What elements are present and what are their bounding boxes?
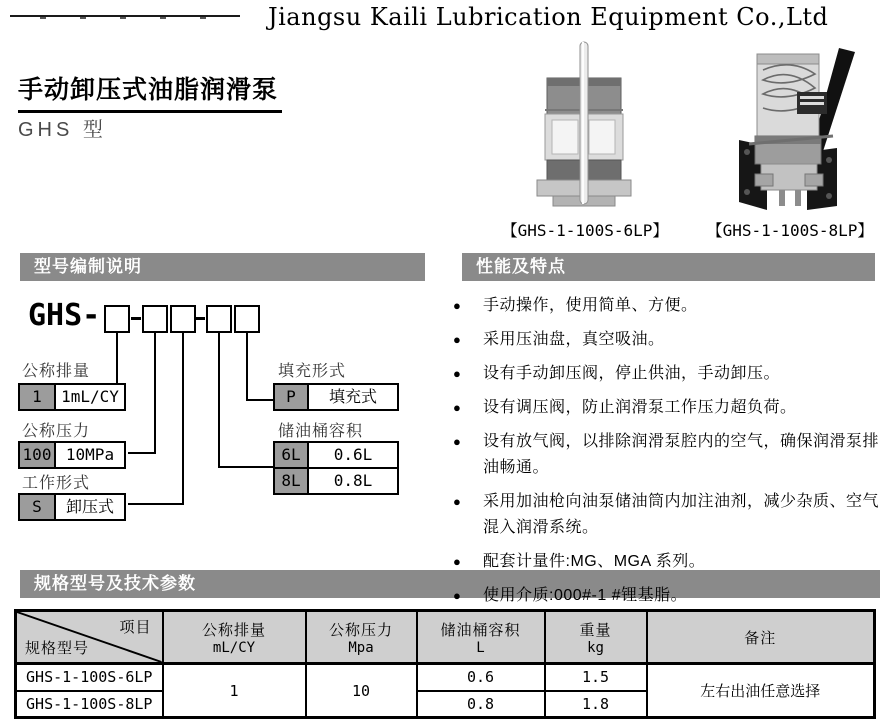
- section-heading-model-code: 型号编制说明: [20, 253, 425, 281]
- legend-code: 8L: [275, 469, 309, 493]
- feature-text: 手动操作，使用简单、方便。: [483, 297, 698, 314]
- company-name: Jiangsu Kaili Lubrication Equipment Co.,Ltd: [268, 3, 829, 31]
- product-figure-ghs-8lp: [697, 40, 883, 241]
- feature-item: [453, 429, 883, 481]
- feature-item: [453, 489, 883, 541]
- features-list: [453, 293, 883, 617]
- bullet-icon: ●: [453, 400, 461, 415]
- bullet-icon: ●: [453, 434, 461, 449]
- code-box-5: [234, 305, 260, 333]
- legend-code: S: [20, 495, 56, 519]
- legend-code: 6L: [275, 443, 309, 467]
- spec-table: [14, 609, 873, 719]
- legend-row: [275, 443, 397, 467]
- bullet-icon: ●: [453, 298, 461, 313]
- legend-desc: 0.8L: [309, 469, 397, 493]
- connector-line: [246, 399, 273, 401]
- spec-col-weight: 重量 kg: [545, 611, 647, 664]
- legend-desc: 填充式: [309, 385, 397, 409]
- legend-desc: 0.6L: [309, 443, 397, 467]
- code-box-3: [170, 305, 196, 333]
- pump-photo-8lp: [697, 40, 883, 212]
- feature-text: 设有放气阀，以排除润滑泵腔内的空气，确保润滑泵排油畅通。: [483, 433, 880, 476]
- feature-item: [453, 583, 883, 609]
- cell-note: 左右出油任意选择: [647, 664, 875, 718]
- code-box-4: [206, 305, 232, 333]
- spec-row-6lp: [16, 664, 875, 691]
- feature-text: 配套计量件:MG、MGA 系列。: [483, 553, 706, 570]
- cell-model: GHS-1-100S-6LP: [16, 664, 163, 691]
- section-heading-features: 性能及特点: [462, 253, 875, 281]
- code-dash-1: [131, 317, 141, 320]
- feature-item: [453, 549, 883, 575]
- feature-item: [453, 327, 883, 353]
- spec-header-row: [16, 611, 875, 664]
- feature-item: [453, 293, 883, 319]
- feature-text: 设有手动卸压阀，停止供油，手动卸压。: [483, 365, 781, 382]
- legend-table-displacement: [18, 383, 126, 411]
- legend-desc: 1mL/CY: [56, 385, 124, 409]
- bullet-icon: ●: [453, 588, 461, 603]
- spec-corner-cell: [16, 611, 163, 664]
- code-box-2: [142, 305, 168, 333]
- legend-label-work-type: 工作形式: [22, 475, 91, 492]
- spec-col-displacement: 公称排量 mL/CY: [163, 611, 306, 664]
- legend-desc: 卸压式: [56, 495, 124, 519]
- spec-col-volume: 储油桶容积 L: [417, 611, 545, 664]
- connector-line: [154, 333, 156, 454]
- corner-label-item: 项目: [119, 619, 152, 636]
- model-prefix: GHS-: [28, 298, 101, 333]
- legend-label-reservoir: 储油桶容积: [278, 423, 364, 440]
- bullet-icon: ●: [453, 554, 461, 569]
- spec-col-note: 备注: [647, 611, 875, 664]
- legend-label-pressure: 公称压力: [22, 423, 91, 440]
- pump-photo-6lp: [497, 40, 673, 212]
- legend-table-reservoir: [273, 441, 399, 495]
- legend-label-filling: 填充形式: [278, 363, 347, 380]
- page-title: 手动卸压式油脂润滑泵: [18, 70, 282, 113]
- feature-text: 采用压油盘，真空吸油。: [483, 331, 665, 348]
- feature-text: 采用加油枪向油泵储油筒内加注油剂，减少杂质、空气混入润滑系统。: [483, 493, 880, 536]
- connector-line: [116, 333, 118, 383]
- legend-table-filling: [273, 383, 399, 411]
- connector-line: [246, 333, 248, 401]
- connector-line: [182, 333, 184, 505]
- bullet-icon: ●: [453, 366, 461, 381]
- connector-line: [218, 466, 273, 468]
- legend-table-pressure: [18, 441, 126, 469]
- legend-desc: 10MPa: [56, 443, 124, 467]
- product-figure-ghs-6lp: [497, 40, 673, 241]
- legend-label-displacement: 公称排量: [22, 363, 91, 380]
- feature-item: [453, 361, 883, 387]
- cell-displacement: 1: [163, 664, 306, 718]
- feature-text: 使用介质:000#-1 #锂基脂。: [483, 587, 688, 604]
- connector-line: [128, 503, 184, 505]
- section-heading-specs: 规格型号及技术参数: [20, 570, 880, 598]
- feature-item: [453, 395, 883, 421]
- cell-weight: 1.8: [545, 691, 647, 718]
- code-dash-2: [196, 317, 205, 320]
- cell-volume: 0.8: [417, 691, 545, 718]
- legend-code: 100: [20, 443, 56, 467]
- connector-line: [218, 333, 220, 468]
- connector-line: [128, 452, 156, 454]
- figure-caption-8lp: 【GHS-1-100S-8LP】: [706, 221, 874, 240]
- bullet-icon: ●: [453, 494, 461, 509]
- cell-weight: 1.5: [545, 664, 647, 691]
- cell-model: GHS-1-100S-8LP: [16, 691, 163, 718]
- legend-row: [275, 467, 397, 493]
- code-box-1: [104, 305, 130, 333]
- cell-volume: 0.6: [417, 664, 545, 691]
- cell-pressure: 10: [306, 664, 417, 718]
- corner-label-model: 规格型号: [25, 640, 90, 657]
- model-code-diagram: [0, 292, 445, 560]
- legend-code: P: [275, 385, 309, 409]
- feature-text: 设有调压阀，防止润滑泵工作压力超负荷。: [483, 399, 797, 416]
- model-type-subtitle: GHS 型: [18, 119, 107, 141]
- bullet-icon: ●: [453, 332, 461, 347]
- legend-table-work-type: [18, 493, 126, 521]
- spec-col-pressure: 公称压力 Mpa: [306, 611, 417, 664]
- figure-caption-6lp: 【GHS-1-100S-6LP】: [501, 221, 669, 240]
- legend-code: 1: [20, 385, 56, 409]
- header-rule: [10, 15, 240, 17]
